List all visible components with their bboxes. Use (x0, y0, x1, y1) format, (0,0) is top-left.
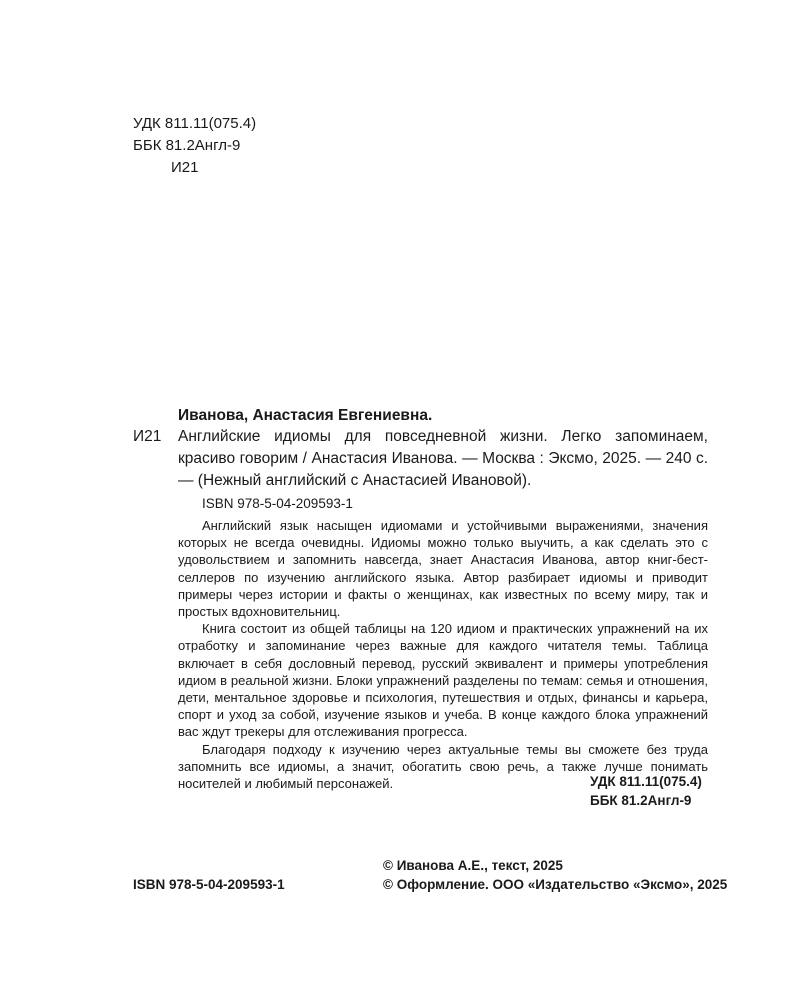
catalog-isbn: ISBN 978-5-04-209593-1 (202, 496, 353, 511)
author-mark: И21 (171, 159, 199, 176)
bbk-code: ББК 81.2Англ-9 (133, 137, 241, 154)
catalog-author: Иванова, Анастасия Евгениевна. (178, 407, 433, 424)
copyright-design: © Оформление. ООО «Издательство «Эксмо», 2025 (383, 877, 728, 892)
abstract-paragraph-1: Английский язык насыщен идиомами и устойчивыми выражениями, значения которых не всегда очевидны. Идиомы можно только выучить, а как сделать это с удовольствием и запомнить навсегда, знает Анастасия Иванова, автор книг-бестселлеров по изучению английского языка. Автор разбирает идиомы и приводит примеры через истории и факты о женщинах, как известных по всему миру, так и простых вдохновительниц. (178, 518, 708, 620)
isbn-bottom: ISBN 978-5-04-209593-1 (133, 877, 285, 892)
classification-codes-top (133, 113, 256, 179)
bbk-code-bottom: ББК 81.2Англ-9 (590, 793, 692, 808)
udk-code: УДК 811.11(075.4) (133, 115, 257, 132)
copyright-block (383, 856, 727, 894)
catalog-title-description: Английские идиомы для повседневной жизни. Легко запоминаем, красиво говорим / Анастасия Иванова. — Москва : Эксмо, 2025. — 240 с. — (Нежный английский с Анастасией Ивановой). (178, 428, 708, 489)
classification-codes-bottom (590, 772, 702, 810)
udk-code-bottom: УДК 811.11(075.4) (590, 774, 702, 789)
abstract-paragraph-3: Благодаря подходу к изучению через актуальные темы вы сможете без труда запомнить все идиомы, а значит, обогатить свою речь, а также лучше понимать носителей и любимый персонажей. (178, 741, 708, 792)
abstract-paragraph-2: Книга состоит из общей таблицы на 120 идиом и практических упражнений на их отработку и запоминание через важные для каждого читателя темы. Таблица включает в себя дословный перевод, русский эквивалент и примеры употребления идиом в реальной жизни. Блоки упражнений разделены по темам: семья и отношения, дети, ментальное здоровье и психология, путешествия и отдых, финансы и карьера, спорт и уход за собой, изучение языков и учеба. В конце каждого блока упражнений вас ждут трекеры для отслеживания прогресса. (178, 621, 708, 740)
copyright-text: © Иванова А.Е., текст, 2025 (383, 858, 563, 873)
book-abstract (178, 517, 708, 792)
catalog-author-mark: И21 (133, 428, 162, 445)
